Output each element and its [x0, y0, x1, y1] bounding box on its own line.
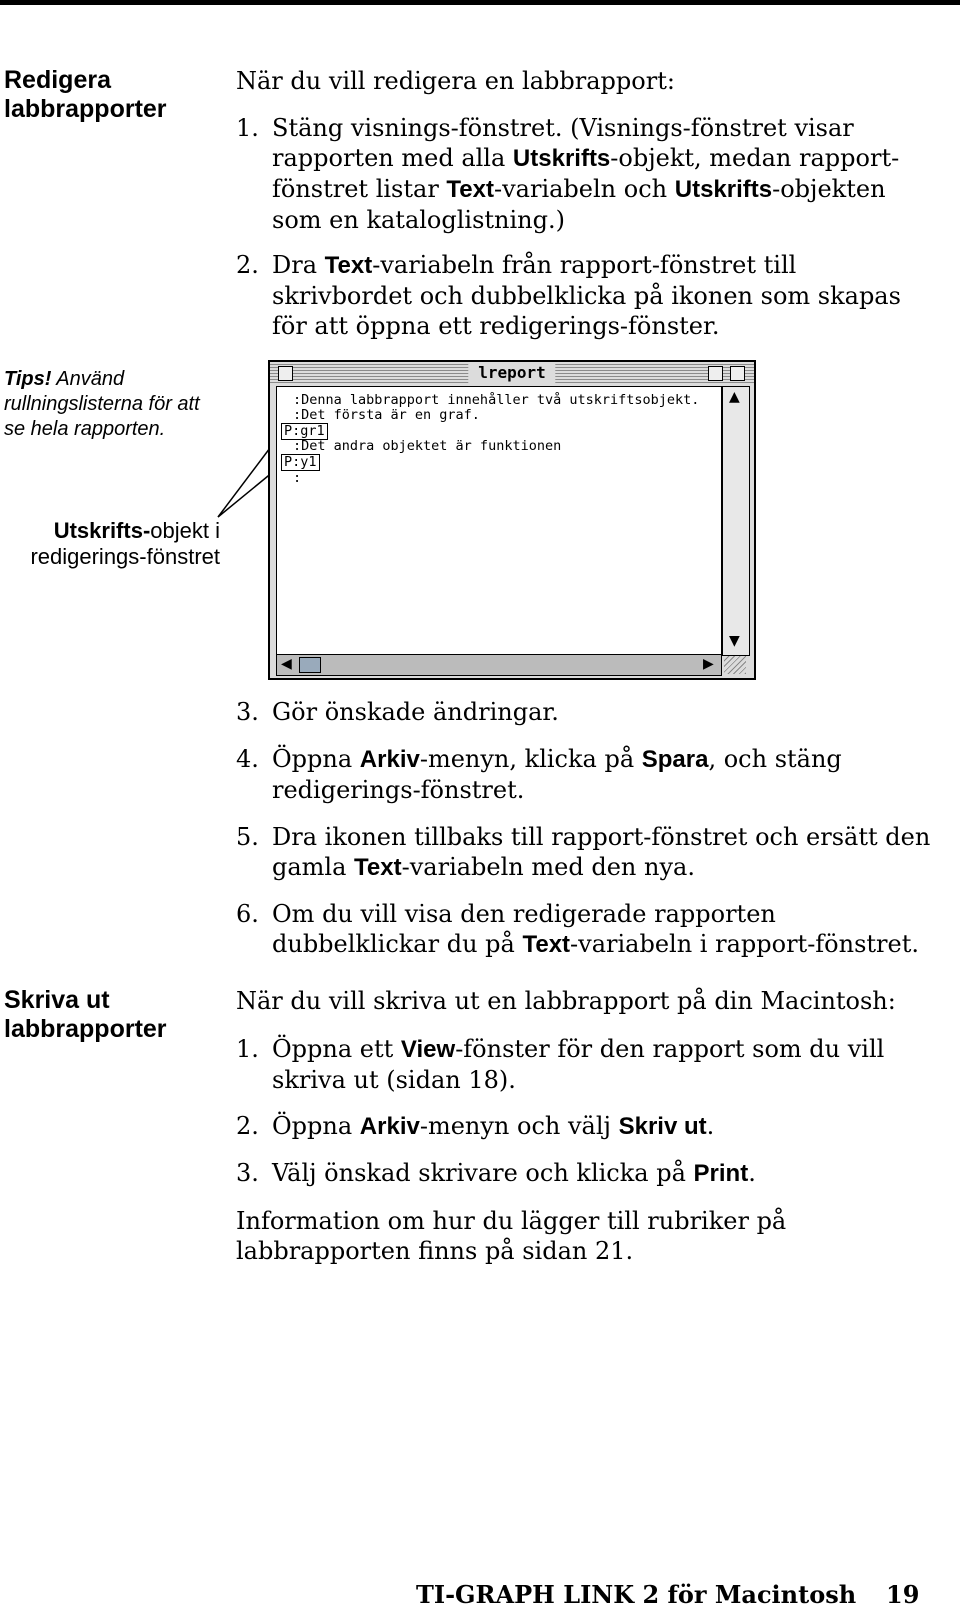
step-number: 3. — [236, 1159, 259, 1187]
scroll-right-arrow-icon[interactable]: ▶ — [703, 656, 714, 672]
print-intro: När du vill skriva ut en labbrapport på din Macintosh: — [236, 987, 896, 1015]
edit-step-4 — [236, 744, 936, 805]
step-number: 1. — [236, 1035, 259, 1063]
callout-bold: Utskrifts- — [53, 518, 151, 543]
step-text: Dra Text-variabeln från rapport-fönstret till skrivbordet och dubbelklicka på ikonen som skapas för att öppna ett redigerings-fönster. — [272, 251, 901, 340]
step-number: 6. — [236, 900, 259, 928]
step-number: 4. — [236, 745, 259, 773]
report-line: :Det andra objektet är funktionen — [293, 438, 562, 454]
step-text: Gör önskade ändringar. — [272, 698, 559, 726]
edit-step-6 — [236, 899, 936, 960]
callout-text: objekt i redigerings-fönstret — [30, 518, 220, 569]
step-number: 2. — [236, 251, 259, 279]
edit-step-3 — [236, 697, 936, 727]
step-text: Öppna Arkiv-menyn, klicka på Spara, och stäng redigerings-fönstret. — [272, 745, 842, 804]
print-outro: Information om hur du lägger till rubriker på labbrapporten finns på sidan 21. — [236, 1207, 787, 1265]
step-text: Dra ikonen tillbaks till rapport-fönstret och ersätt den gamla Text-variabeln med den nya. — [272, 823, 931, 881]
heading-line: Redigera — [4, 66, 111, 94]
step-number: 2. — [236, 1112, 259, 1140]
print-step-1 — [236, 1034, 936, 1095]
step-number: 5. — [236, 823, 259, 851]
report-line: : — [293, 470, 302, 486]
page-number: 19 — [886, 1580, 920, 1609]
tips-text: Använd rullningslisterna för att se hela rapporten. — [4, 368, 200, 440]
scroll-thumb[interactable] — [299, 657, 321, 673]
print-object-graph[interactable]: P:gr1 — [281, 423, 328, 440]
close-box-icon[interactable] — [278, 366, 293, 381]
window-title: lreport — [468, 362, 555, 384]
footer-title: TI-GRAPH LINK 2 för Macintosh — [416, 1580, 857, 1609]
section-heading-print — [4, 986, 167, 1044]
zoom-box-icon[interactable] — [708, 366, 723, 381]
scroll-up-arrow-icon[interactable]: ▲ — [729, 389, 740, 405]
step-number: 3. — [236, 698, 259, 726]
heading-line: Skriva ut — [4, 986, 110, 1014]
window-content[interactable] — [276, 386, 722, 656]
horizontal-scrollbar[interactable] — [276, 654, 722, 676]
print-step-2 — [236, 1111, 936, 1142]
step-text: Om du vill visa den redigerade rapporten dubbelklickar du på Text-variabeln i rapport-fönstret. — [272, 900, 919, 958]
scroll-down-arrow-icon[interactable]: ▼ — [729, 633, 740, 649]
step-text: Stäng visnings-fönstret. (Visnings-fönstret visar rapporten med alla Utskrifts-objekt, medan rapport-fönstret listar Text-variabeln och Utskrifts-objekten som en kataloglistning.) — [272, 114, 900, 234]
heading-line: labbrapporter — [4, 95, 167, 123]
window-titlebar[interactable] — [270, 362, 754, 384]
heading-line: labbrapporter — [4, 1015, 167, 1043]
print-step-3 — [236, 1158, 936, 1189]
scroll-left-arrow-icon[interactable]: ◀ — [281, 656, 292, 672]
report-line: :Det första är en graf. — [293, 407, 480, 423]
step-text: Öppna ett View-fönster för den rapport som du vill skriva ut (sidan 18). — [272, 1035, 885, 1094]
edit-intro: När du vill redigera en labbrapport: — [236, 67, 675, 95]
print-object-function[interactable]: P:y1 — [281, 454, 320, 471]
step-text: Välj önskad skrivare och klicka på Print. — [272, 1159, 756, 1187]
step-text: Öppna Arkiv-menyn och välj Skriv ut. — [272, 1112, 715, 1140]
edit-step-5 — [236, 822, 936, 883]
vertical-scrollbar[interactable] — [722, 386, 750, 656]
step-number: 1. — [236, 114, 259, 142]
collapse-box-icon[interactable] — [730, 366, 745, 381]
report-window[interactable] — [268, 360, 756, 680]
report-line: :Denna labbrapport innehåller två utskriftsobjekt. — [293, 392, 700, 408]
resize-grip-icon[interactable] — [724, 656, 746, 674]
tips-label: Tips! — [4, 368, 52, 390]
